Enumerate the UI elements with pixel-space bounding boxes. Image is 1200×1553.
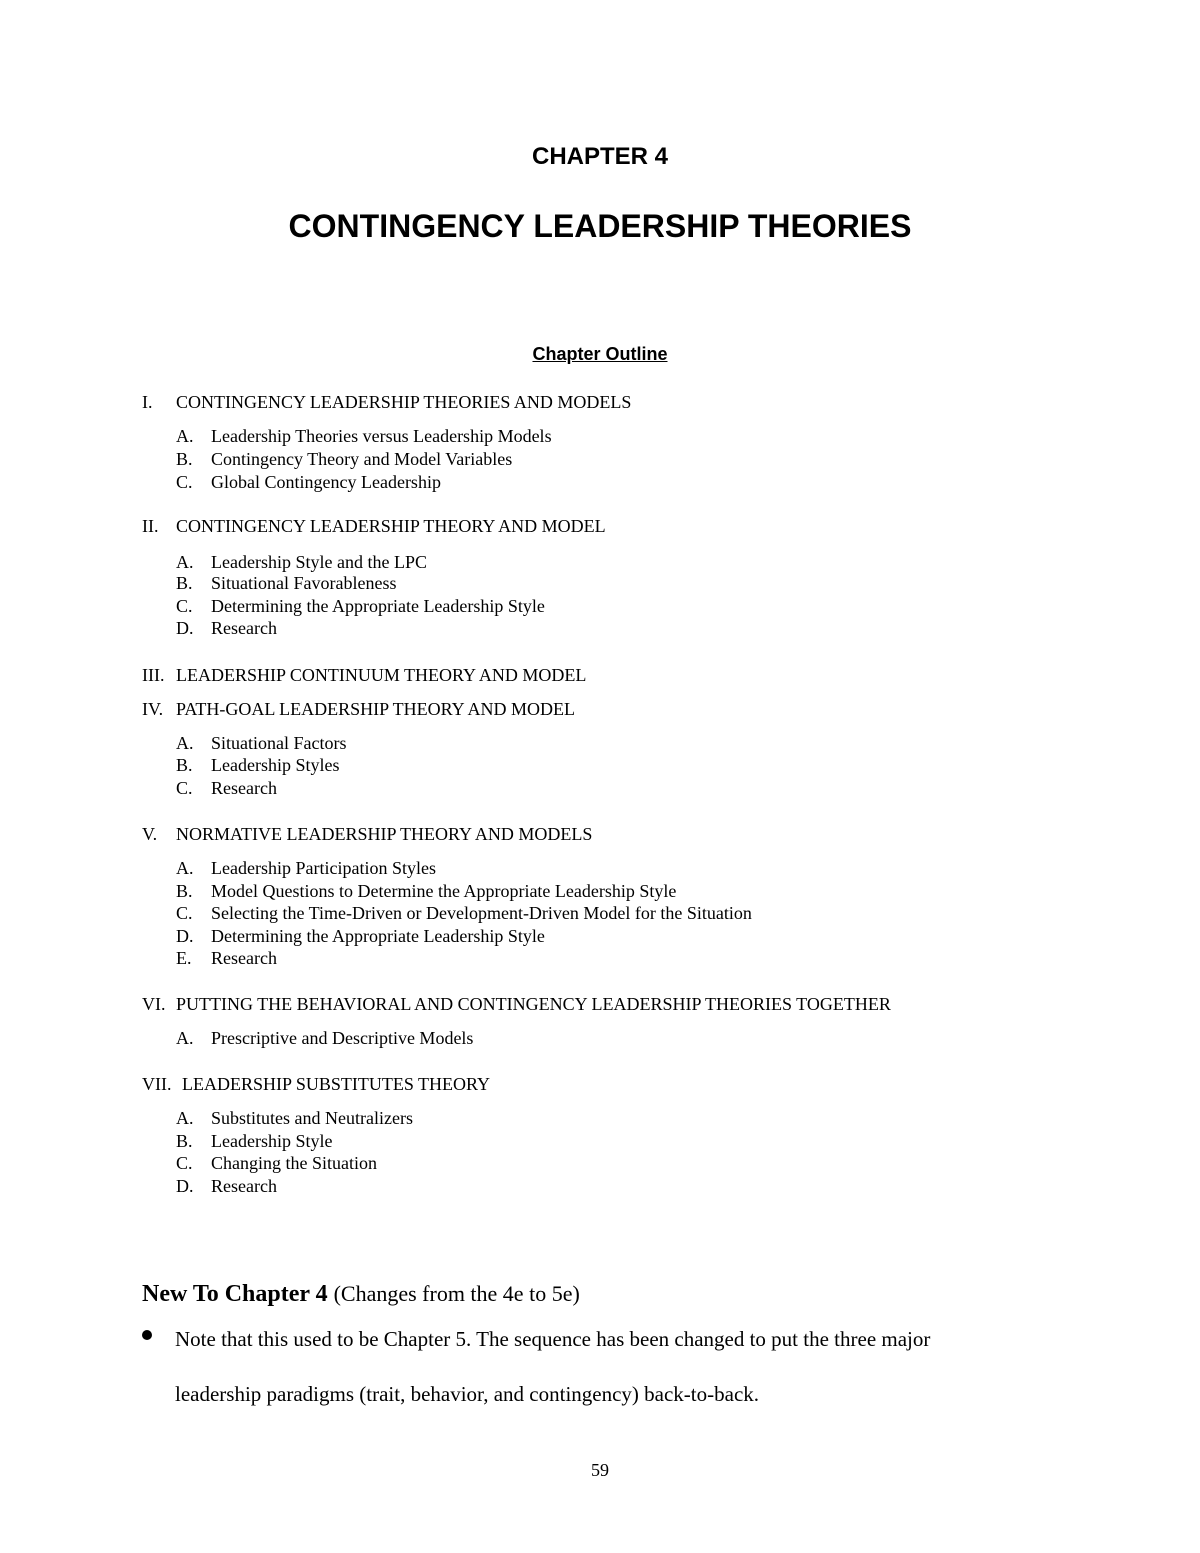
section-title: CONTINGENCY LEADERSHIP THEORIES AND MODELS	[176, 392, 632, 412]
outline-item	[176, 1153, 377, 1174]
outline-item	[176, 596, 545, 617]
outline-item	[176, 573, 396, 594]
item-letter: C.	[176, 778, 193, 798]
item-letter: A.	[176, 1028, 194, 1048]
item-text: Leadership Style and the LPC	[211, 552, 427, 572]
outline-item	[176, 1131, 332, 1152]
section-title: CONTINGENCY LEADERSHIP THEORY AND MODEL	[176, 516, 606, 536]
item-letter: A.	[176, 733, 194, 753]
outline-item	[176, 926, 545, 947]
outline-item	[176, 1176, 277, 1197]
chapter-label: CHAPTER 4	[531, 143, 669, 170]
item-letter: A.	[176, 858, 194, 878]
section-title: LEADERSHIP CONTINUUM THEORY AND MODEL	[176, 665, 587, 685]
outline-item	[176, 552, 427, 573]
outline-item	[176, 778, 277, 799]
item-letter: B.	[176, 573, 193, 593]
outline-item	[176, 858, 436, 879]
item-letter: B.	[176, 881, 193, 901]
bullet-text-line: leadership paradigms (trait, behavior, and contingency) back-to-back.	[175, 1382, 760, 1406]
outline-item	[176, 903, 752, 924]
outline-item	[176, 755, 339, 776]
page-number: 59	[591, 1460, 609, 1480]
item-letter: D.	[176, 618, 194, 638]
item-text: Research	[211, 1176, 277, 1196]
section-title: NORMATIVE LEADERSHIP THEORY AND MODELS	[176, 824, 593, 844]
item-letter: C.	[176, 596, 193, 616]
item-letter: D.	[176, 926, 194, 946]
item-letter: A.	[176, 552, 194, 572]
item-text: Research	[211, 948, 277, 968]
chapter-title: CONTINGENCY LEADERSHIP THEORIES	[288, 208, 912, 244]
section-number: VII.	[142, 1074, 172, 1094]
section-number: II.	[142, 516, 159, 536]
item-letter: B.	[176, 449, 193, 469]
outline-item	[176, 881, 676, 902]
outline-item	[176, 1028, 473, 1049]
item-letter: C.	[176, 903, 193, 923]
item-text: Global Contingency Leadership	[211, 472, 441, 492]
item-text: Leadership Style	[211, 1131, 333, 1151]
item-text: Changing the Situation	[211, 1153, 377, 1173]
outline-item	[176, 733, 346, 754]
item-text: Situational Factors	[211, 733, 347, 753]
item-text: Leadership Participation Styles	[211, 858, 436, 878]
item-letter: C.	[176, 472, 193, 492]
outline-item	[176, 1108, 413, 1129]
item-text: Determining the Appropriate Leadership Style	[211, 926, 545, 946]
item-text: Research	[211, 778, 277, 798]
outline-item	[176, 618, 277, 639]
section-number: IV.	[142, 699, 164, 719]
item-text: Determining the Appropriate Leadership Style	[211, 596, 545, 616]
section-number: VI.	[142, 994, 166, 1014]
outline-section	[142, 1074, 490, 1095]
outline-section	[142, 699, 575, 720]
outline-section	[142, 994, 891, 1015]
bullet-icon	[142, 1330, 152, 1340]
new-to-chapter-heading	[142, 1281, 580, 1308]
outline-heading: Chapter Outline	[532, 344, 668, 364]
item-text: Research	[211, 618, 277, 638]
item-letter: B.	[176, 755, 193, 775]
item-text: Contingency Theory and Model Variables	[211, 449, 513, 469]
outline-item	[176, 472, 441, 493]
section-number: III.	[142, 665, 165, 685]
outline-section	[142, 665, 586, 686]
new-to-chapter-title: New To Chapter 4	[142, 1281, 328, 1307]
item-text: Substitutes and Neutralizers	[211, 1108, 413, 1128]
section-title: PATH-GOAL LEADERSHIP THEORY AND MODEL	[176, 699, 576, 719]
item-letter: A.	[176, 426, 194, 446]
item-letter: B.	[176, 1131, 193, 1151]
bullet-text-line: Note that this used to be Chapter 5. The sequence has been changed to put the three major	[175, 1327, 931, 1351]
section-title: LEADERSHIP SUBSTITUTES THEORY	[182, 1074, 491, 1094]
item-letter: A.	[176, 1108, 194, 1128]
item-text: Model Questions to Determine the Appropriate Leadership Style	[211, 881, 677, 901]
item-letter: C.	[176, 1153, 193, 1173]
outline-item	[176, 449, 512, 470]
outline-section	[142, 392, 631, 413]
section-number: V.	[142, 824, 158, 844]
item-text: Situational Favorableness	[211, 573, 397, 593]
new-to-chapter-subtitle: (Changes from the 4e to 5e)	[333, 1281, 580, 1306]
item-text: Selecting the Time-Driven or Development-Driven Model for the Situation	[211, 903, 752, 923]
section-number: I.	[142, 392, 153, 412]
item-letter: D.	[176, 1176, 194, 1196]
outline-section	[142, 516, 606, 537]
item-text: Leadership Theories versus Leadership Models	[211, 426, 552, 446]
item-text: Prescriptive and Descriptive Models	[211, 1028, 474, 1048]
section-title: PUTTING THE BEHAVIORAL AND CONTINGENCY LEADERSHIP THEORIES TOGETHER	[176, 994, 891, 1014]
item-letter: E.	[176, 948, 192, 968]
outline-item	[176, 948, 277, 969]
outline-section	[142, 824, 592, 845]
item-text: Leadership Styles	[211, 755, 340, 775]
outline-item	[176, 426, 552, 447]
